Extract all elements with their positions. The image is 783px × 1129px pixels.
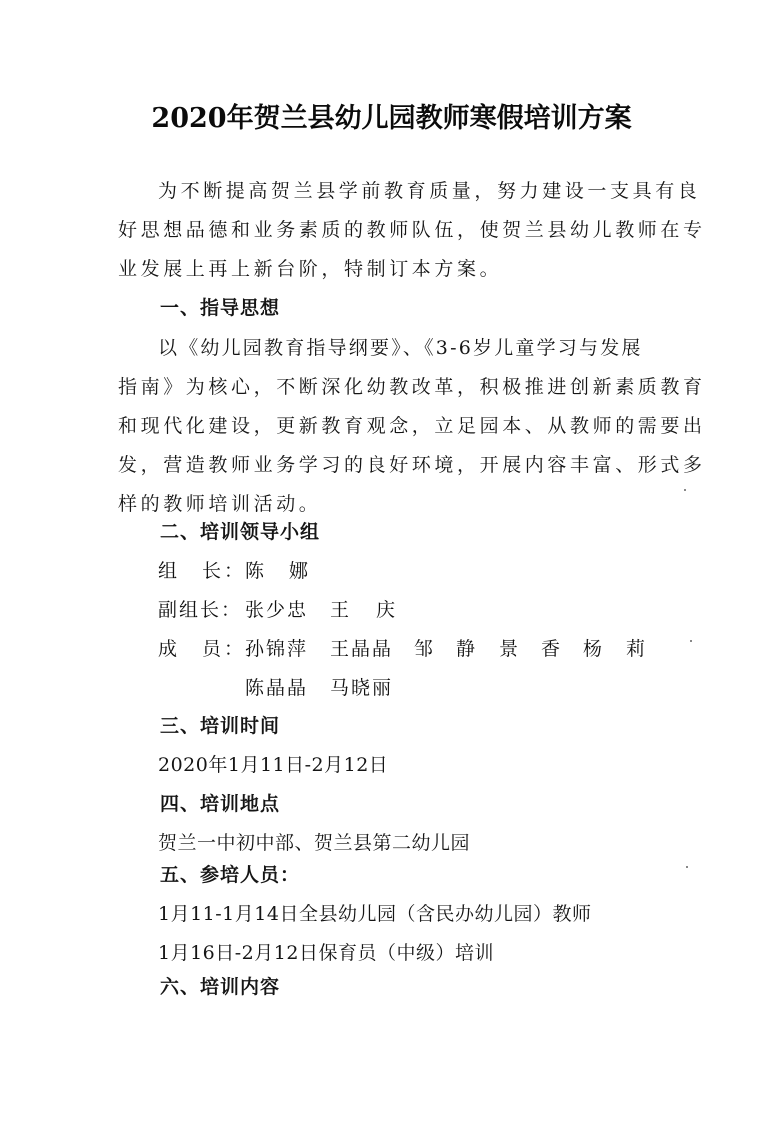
leader-name: 陈 娜 xyxy=(245,560,312,582)
member-name: 马晓丽 xyxy=(330,677,394,699)
member-name: 杨 xyxy=(583,638,603,660)
members-label: 成 员： xyxy=(158,638,247,660)
member-name: 陈晶晶 xyxy=(245,677,309,699)
deputy-label: 副组长： xyxy=(158,599,243,621)
scan-speck xyxy=(686,866,688,868)
member-name: 王晶晶 xyxy=(330,638,394,660)
member-name: 莉 xyxy=(626,638,646,660)
scan-speck xyxy=(690,640,692,642)
deputy-name: 王 庆 xyxy=(330,599,400,621)
intro-line-1: 为不断提高贺兰县学前教育质量，努力建设一支具有良 xyxy=(158,180,701,202)
training-location: 贺兰一中初中部、贺兰县第二幼儿园 xyxy=(158,832,471,854)
section-1-line-1: 以《幼儿园教育指导纲要》、《3-6岁儿童学习与发展 xyxy=(158,337,643,359)
member-name: 邹 xyxy=(414,638,434,660)
section-1-heading: 一、指导思想 xyxy=(160,297,281,319)
intro-line-2: 好思想品德和业务素质的教师队伍，使贺兰县幼儿教师在专 xyxy=(118,219,706,241)
intro-line-3: 业发展上再上新台阶，特制订本方案。 xyxy=(118,258,503,280)
section-3-heading: 三、培训时间 xyxy=(160,715,281,737)
page-title: 2020年贺兰县幼儿园教师寒假培训方案 xyxy=(151,103,632,134)
section-1-line-3: 和现代化建设，更新教育观念，立足园本、从教师的需要出 xyxy=(118,415,706,437)
member-name: 景 xyxy=(499,638,519,660)
section-2-heading: 二、培训领导小组 xyxy=(160,521,321,543)
section-4-heading: 四、培训地点 xyxy=(160,793,281,815)
member-name: 香 xyxy=(541,638,561,660)
section-1-line-4: 发，营造教师业务学习的良好环境，开展内容丰富、形式多 xyxy=(118,454,706,476)
section-1-line-2: 指南》为核心，不断深化幼教改革，积极推进创新素质教育 xyxy=(118,376,706,398)
scan-speck xyxy=(684,489,686,491)
participants-line-2: 1月16日-2月12日保育员（中级）培训 xyxy=(158,942,494,964)
section-6-heading: 六、培训内容 xyxy=(160,976,281,998)
deputy-name: 张少忠 xyxy=(245,599,309,621)
member-name: 孙锦萍 xyxy=(245,638,309,660)
member-name: 静 xyxy=(456,638,476,660)
training-time: 2020年1月11日-2月12日 xyxy=(158,754,389,776)
section-5-heading: 五、参培人员： xyxy=(160,864,301,886)
participants-line-1: 1月11-1月14日全县幼儿园（含民办幼儿园）教师 xyxy=(158,903,592,925)
leader-label: 组 长： xyxy=(158,560,247,582)
section-1-line-5: 样的教师培训活动。 xyxy=(118,493,322,515)
